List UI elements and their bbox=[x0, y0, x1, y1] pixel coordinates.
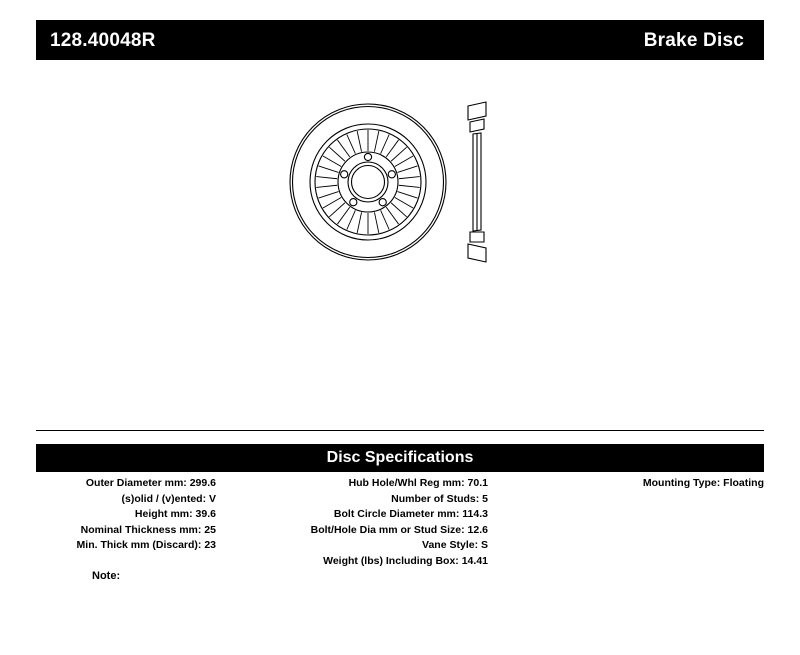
stud-holes bbox=[341, 153, 396, 205]
brake-disc-svg bbox=[280, 82, 540, 282]
vane-ticks bbox=[316, 130, 419, 234]
section-divider bbox=[36, 430, 764, 431]
spec-item: Bolt Circle Diameter mm: 114.3 bbox=[333, 508, 488, 520]
spec-item: Vane Style: S bbox=[422, 539, 488, 551]
spec-item: Bolt/Hole Dia mm or Stud Size: 12.6 bbox=[310, 523, 488, 536]
note-label: Note: bbox=[92, 570, 121, 582]
disc-edge-profile bbox=[468, 102, 486, 262]
brake-disc-drawing bbox=[280, 82, 540, 282]
specs-header-bar bbox=[36, 444, 764, 472]
spec-item: Outer Diameter mm: 299.6 bbox=[85, 477, 216, 489]
spec-item: Number of Studs: 5 bbox=[391, 492, 488, 505]
spec-item: (s)olid / (v)ented: V bbox=[121, 492, 216, 505]
spec-item: Nominal Thickness mm: 25 bbox=[80, 523, 216, 536]
header-bar bbox=[36, 20, 764, 60]
spec-item: Height mm: 39.6 bbox=[134, 508, 216, 520]
specs-section-title: Disc Specifications bbox=[326, 449, 474, 466]
spec-item: Mounting Type: Floating bbox=[642, 477, 764, 489]
spec-item: Hub Hole/Whl Reg mm: 70.1 bbox=[348, 477, 488, 489]
part-number: 128.40048R bbox=[50, 29, 156, 51]
spec-item: Min. Thick mm (Discard): 23 bbox=[76, 539, 216, 551]
specifications bbox=[36, 476, 764, 576]
specs-right-column bbox=[536, 476, 764, 492]
specs-left-column bbox=[36, 476, 216, 554]
specs-middle-column bbox=[248, 476, 488, 569]
spec-item: Weight (lbs) Including Box: 14.41 bbox=[323, 554, 488, 567]
page-title: Brake Disc bbox=[643, 29, 744, 51]
